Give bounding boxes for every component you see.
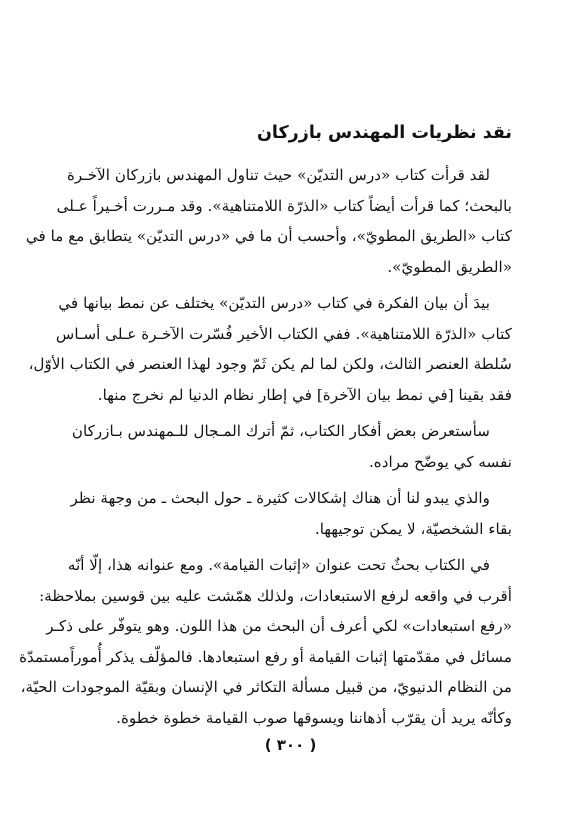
paragraph-line: والذي يبدو لنا أن هناك إشكالات كثيرة ـ حول البحث ـ من وجهة نظر (70, 489, 490, 507)
paragraph-5 (19, 550, 512, 733)
paragraph-line: وكأنّه يريد أن يقرّب أذهاننا ويسوقها صوب القيامة خطوة خطوة. (116, 708, 512, 727)
paragraph-line: «الطريق المطويّ». (387, 257, 512, 276)
paragraph-1 (25, 160, 512, 282)
paragraph-3 (72, 416, 512, 477)
paragraph-4 (72, 483, 512, 544)
paragraph-line: بيدَ أن بيان الفكرة في كتاب «درس التديّن» يختلف عن نمط بيانها في (58, 294, 490, 312)
paragraph-line: فقد بقينا [في نمط بيان الآخرة] في إطار نظام الدنيا لم نخرج منها. (97, 385, 512, 404)
paragraph-2 (28, 288, 512, 410)
paragraph-line: سُلطة العنصر الثالث، ولكن لما لم يكن ثَمّ وجود لهذا العنصر في الكتاب الأوّل، (28, 355, 512, 373)
section-heading: نقد نظريات المهندس بازركان (256, 123, 512, 143)
paragraph-line: كتاب «الطريق المطويّ»، وأحسب أن ما في «درس التديّن» يتطابق مع ما في (25, 227, 512, 245)
text-block (19, 120, 512, 739)
paragraph-line: من النظام الدنيويّ، من قبيل مسألة التكاثر في الإنسان وبقيّة الموجودات الحيّة، (20, 678, 512, 696)
page-number: ( ٣٠٠ ) (264, 736, 317, 754)
paragraph-line: مسائل في مقدّمتها إثبات القيامة أو رفع استبعادها. فالمؤلّف يذكر أُموراًمستمدّة (19, 647, 512, 666)
paragraph-line: «رفع استبعادات» لكي أعرف أن البحث من هذا اللون. وهو يتوفّر على ذكـر (46, 617, 512, 635)
paragraph-line: لقد قرأت كتاب «درس التديّن» حيث تناول المهندس بازركان الآخـرة (66, 166, 490, 184)
paragraph-line: بالبحث؛ كما قرأت أيضاً كتاب «الذرّة اللامتناهية». وقد مـررت أخـيراً عـلى (56, 196, 512, 215)
paragraph-line: سأستعرض بعض أفكار الكتاب، ثمّ أترك المـجال للـمهندس بـازركان (71, 422, 490, 440)
paragraph-line: في الكتاب بحثٌ تحت عنوان «إثبات القيامة». ومع عنوانه هذا، إلّا أنّه (67, 556, 490, 574)
paragraph-line: بقاء الشخصيّة، لا يمكن توجيهها. (314, 519, 512, 538)
paragraph-line: أقرب في واقعه لرفع الاستبعادات، ولذلك همّشت عليه بين قوسين بملاحظة: (39, 586, 512, 605)
paragraph-line: نفسه كي يوضّح مراده. (368, 452, 512, 471)
paragraph-line: كتاب «الذرّة اللامتناهية». ففي الكتاب الأخير فُسّرت الآخـرة عـلى أسـاس (55, 324, 512, 343)
